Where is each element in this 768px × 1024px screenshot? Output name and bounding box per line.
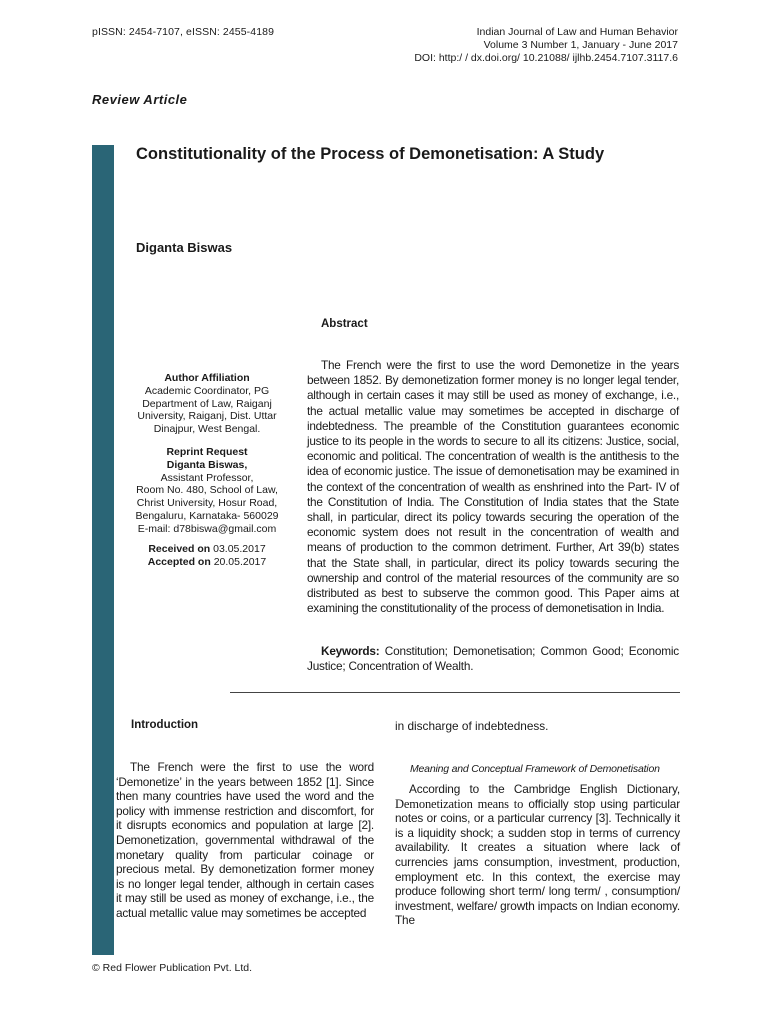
meaning-text — [395, 782, 680, 928]
reprint-email[interactable]: E-mail: d78biswa@gmail.com — [137, 522, 277, 535]
article-type: Review Article — [92, 92, 188, 107]
received-value: 03.05.2017 — [213, 543, 266, 555]
meaning-text-rest: officially stop using particular notes or coins, or a particular currency [3]. Technically it is a liquidity shock; a sudden stop in terms of currency availability. It creates a situation where lack of currencies jams consumption, investment, production, employment etc. In this context, the exercise may produce following short term/ long term/ , consumption/ investment, welfare/ growth impacts on Indian economy. The — [395, 796, 680, 928]
accepted-value: 20.05.2017 — [213, 555, 267, 568]
keywords-list: Constitution; Demonetisation; Common Good; Economic Justice; Concentration of Wealth. — [307, 644, 679, 674]
accepted-date — [122, 556, 292, 569]
reprint-heading: Reprint Request — [166, 446, 248, 458]
section-subheading: Meaning and Conceptual Framework of Demonetisation — [410, 763, 660, 775]
publisher-footer: © Red Flower Publication Pvt. Ltd. — [92, 962, 253, 974]
keywords-label: Keywords: — [321, 644, 380, 658]
keywords — [307, 644, 679, 674]
reprint-line: Bengaluru, Karnataka- 560029 — [135, 509, 279, 522]
reprint-line: Christ University, Hosur Road, — [136, 497, 278, 510]
reprint-line: Assistant Professor, — [160, 471, 254, 484]
reprint-line: Room No. 480, School of Law, — [136, 484, 278, 497]
abstract-text: The French were the first to use the word Demonetize in the years between 1852. By demonetization former money is no longer legal tender, although in certain cases it may still be used as money of exchange, i.e., the actual metallic value may sometimes be accepted in discharge of indebtedness. The preamble of the Constitution guarantees economic justice to its people in the words to secure to all its citizens: Justice, social, economic and political. The concentration of wealth is the antithesis to the idea of economic justice. The issue of demonetisation may be examined in the context of the concentration of wealth as enshrined into the Part- IV of the Constitution of India. The Constitution of India states that the State shall, in particular, direct its policy towards securing the operation of the economic system does not result in the concentration of wealth and means of production to the common detriment. Further, Art 39(b) states that the State shall, in particular, direct its policy towards securing the ownership and control of the material resources of the community are so distributed as best to subserve the common good. This Paper aims at examining the constitutionality of the process of demonetisation in India. — [307, 358, 679, 616]
received-label: Received on — [148, 543, 211, 555]
section-divider — [230, 692, 680, 693]
accepted-label: Accepted on — [147, 555, 211, 568]
abstract-heading: Abstract — [321, 318, 368, 330]
introduction-continuation: in discharge of indebtedness. — [395, 719, 549, 733]
meaning-text-serif: Demonetization means to — [395, 796, 524, 811]
affiliation-line: Department of Law, Raiganj — [142, 397, 272, 410]
received-date — [122, 543, 292, 556]
affiliation-line: Dinajpur, West Bengal. — [153, 423, 261, 436]
journal-info — [414, 26, 678, 65]
journal-doi[interactable]: DOI: http:/ / dx.doi.org/ 10.21088/ ijlhb.2454.7107.3117.6 — [414, 52, 678, 64]
journal-name: Indian Journal of Law and Human Behavior — [476, 26, 678, 38]
author-affiliation — [122, 372, 292, 436]
journal-volume: Volume 3 Number 1, January - June 2017 — [483, 39, 678, 51]
meaning-text-start: According to the Cambridge English Dictionary, — [409, 782, 680, 796]
article-dates — [122, 543, 292, 569]
paper-title: Constitutionality of the Process of Demonetisation: A Study — [136, 145, 605, 163]
reprint-name: Diganta Biswas, — [166, 458, 248, 471]
accent-bar — [92, 145, 114, 955]
author-name: Diganta Biswas — [136, 240, 233, 255]
reprint-request — [122, 446, 292, 536]
affiliation-line: University, Raiganj, Dist. Uttar — [137, 410, 277, 423]
affiliation-heading: Author Affiliation — [164, 372, 250, 384]
affiliation-line: Academic Coordinator, PG — [144, 384, 270, 397]
introduction-heading: Introduction — [131, 719, 199, 731]
issn-line: pISSN: 2454-7107, eISSN: 2455-4189 — [92, 26, 275, 38]
introduction-text: The French were the first to use the word ‘Demonetize’ in the years between 1852 [1]. Since then many countries have used the word and the policy with immense restriction and discomfort, for it disrupts economics and population at large [2]. Demonetization, governmental withdrawal of the monetary quality from particular coinage or precious metal. By demonetization former money is no longer legal tender, although in certain cases it may still be used as money of exchange, i.e., the actual metallic value may sometimes be accepted — [116, 760, 374, 920]
